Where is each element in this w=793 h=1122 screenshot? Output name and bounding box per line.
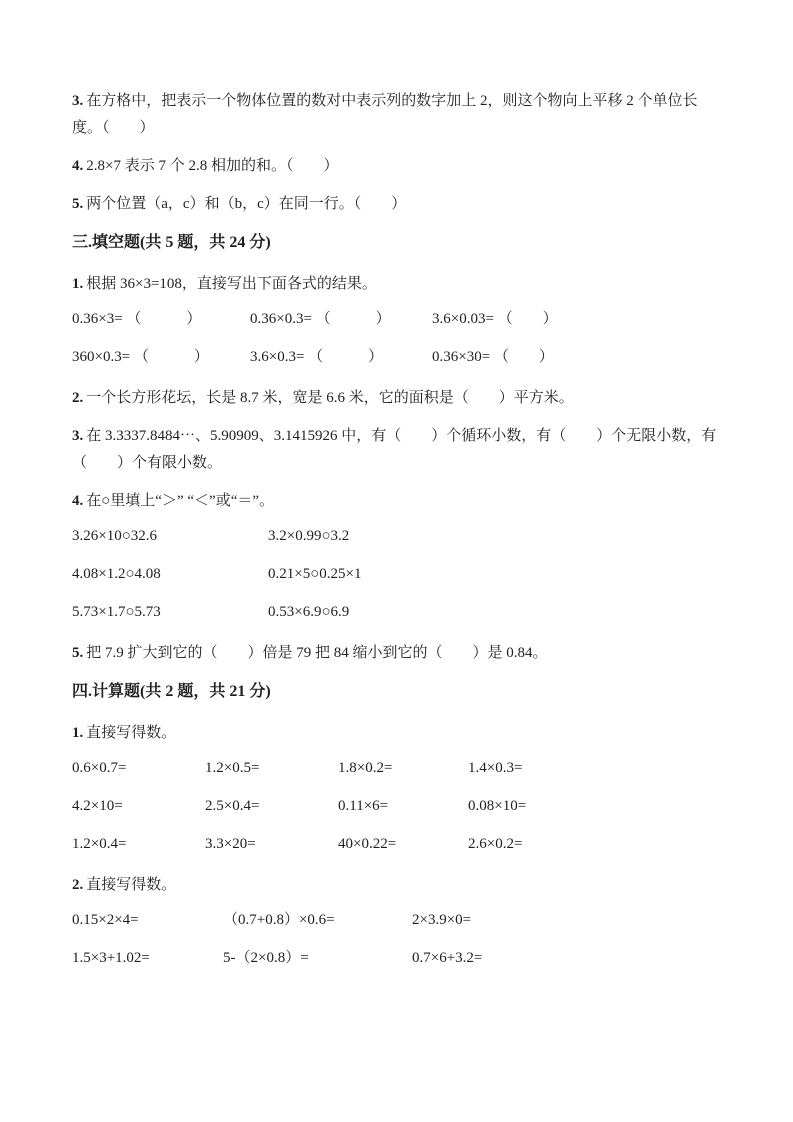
calc-expression: 3.3×20=: [205, 836, 256, 852]
question-text: 直接写得数。: [86, 877, 177, 893]
compare-expression: 4.08×1.2○4.08: [72, 566, 161, 582]
calc-q1-row-2: [72, 796, 722, 816]
question-text: 2.8×7 表示 7 个 2.8 相加的和。（ ）: [86, 158, 339, 174]
calc-expression: 0.15×2×4=: [72, 912, 139, 928]
question-text: 根据 36×3=108，直接写出下面各式的结果。: [86, 276, 377, 292]
calc-expression: 2.6×0.2=: [468, 836, 523, 852]
calc-expression: 40×0.22=: [338, 836, 397, 852]
judgment-question-5: [72, 191, 722, 218]
compare-row-3: [72, 602, 722, 622]
question-number: 4.: [72, 493, 84, 509]
question-number: 1.: [72, 725, 84, 741]
question-number: 1.: [72, 276, 84, 292]
question-text: 在方格中，把表示一个物体位置的数对中表示列的数字加上 2，则这个物向上平移 2 个单位长度。（ ）: [72, 93, 698, 136]
compare-expression: 3.26×10○32.6: [72, 528, 158, 544]
question-number: 2.: [72, 877, 84, 893]
calc-expression: 1.2×0.5=: [205, 760, 260, 776]
calc-expression: 4.2×10=: [72, 798, 123, 814]
fill-question-1: [72, 271, 722, 298]
calc-q2-row-1: [72, 910, 722, 930]
calc-expression: 5-（2×0.8）=: [223, 950, 309, 966]
calc-expression: 1.2×0.4=: [72, 836, 127, 852]
calc-q1-row-1: [72, 758, 722, 778]
question-text: 两个位置（a，c）和（b，c）在同一行。（ ）: [86, 196, 407, 212]
calc-expression: 0.11×6=: [338, 798, 389, 814]
question-text: 在 3.3337.8484⋯、5.90909、3.1415926 中，有（ ）个循环小数，有（ ）个无限小数，有（ ）个有限小数。: [72, 428, 717, 471]
fill-question-4: [72, 488, 722, 515]
judgment-question-4: [72, 153, 722, 180]
calc-expression: 2×3.9×0=: [412, 912, 472, 928]
compare-expression: 3.2×0.99○3.2: [268, 528, 350, 544]
calc-expression: 1.5×3+1.02=: [72, 950, 150, 966]
question-text: 把 7.9 扩大到它的（ ）倍是 79 把 84 缩小到它的（ ）是 0.84。: [86, 645, 548, 661]
compare-expression: 0.53×6.9○6.9: [268, 604, 350, 620]
question-text: 在○里填上“＞” “＜”或“＝”。: [86, 493, 275, 509]
calc-expression: 0.08×10=: [468, 798, 527, 814]
calc-expression: 0.7×6+3.2=: [412, 950, 483, 966]
calc-q1-row-3: [72, 834, 722, 854]
judgment-question-3: [72, 88, 722, 142]
calc-q2-row-2: [72, 948, 722, 968]
question-text: 直接写得数。: [86, 725, 177, 741]
calc-expression: 1.8×0.2=: [338, 760, 393, 776]
expression-blank: 0.36×30= （ ）: [432, 349, 554, 365]
fill-question-5: [72, 640, 722, 667]
section-fill-title: 三.填空题(共 5 题，共 24 分): [72, 234, 271, 251]
calc-expression: （0.7+0.8）×0.6=: [223, 912, 335, 928]
question-number: 3.: [72, 93, 84, 109]
expression-blank: 0.36×0.3= （ ）: [250, 311, 391, 327]
question-number: 3.: [72, 428, 84, 444]
compare-expression: 0.21×5○0.25×1: [268, 566, 362, 582]
compare-expression: 5.73×1.7○5.73: [72, 604, 161, 620]
question-number: 5.: [72, 196, 84, 212]
expression-blank: 3.6×0.03= （ ）: [432, 311, 558, 327]
fill-q1-row-1: [72, 309, 722, 329]
compare-row-1: [72, 526, 722, 546]
calc-expression: 0.6×0.7=: [72, 760, 127, 776]
expression-blank: 3.6×0.3= （ ）: [250, 349, 384, 365]
question-number: 2.: [72, 390, 84, 406]
calc-question-2: [72, 872, 722, 899]
calc-expression: 2.5×0.4=: [205, 798, 260, 814]
fill-question-2: [72, 385, 722, 412]
question-number: 5.: [72, 645, 84, 661]
section-calc-title: 四.计算题(共 2 题，共 21 分): [72, 683, 271, 700]
calc-question-1: [72, 720, 722, 747]
compare-row-2: [72, 564, 722, 584]
fill-question-3: [72, 423, 722, 477]
calc-expression: 1.4×0.3=: [468, 760, 523, 776]
question-text: 一个长方形花坛，长是 8.7 米，宽是 6.6 米，它的面积是（ ）平方米。: [86, 390, 574, 406]
expression-blank: 0.36×3= （ ）: [72, 311, 202, 327]
expression-blank: 360×0.3= （ ）: [72, 349, 209, 365]
question-number: 4.: [72, 158, 84, 174]
fill-q1-row-2: [72, 347, 722, 367]
